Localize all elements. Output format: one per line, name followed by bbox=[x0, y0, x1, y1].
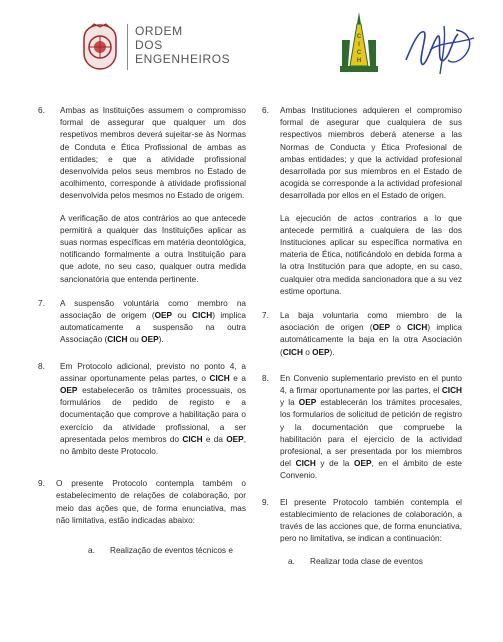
clause-6-es bbox=[264, 105, 462, 298]
handwritten-signature-icon bbox=[400, 20, 480, 78]
clause-paragraph: El presente Protocolo también contempla el establecimiento de relaciones de colaboración, a través de las acciones que, de forma enunciativa, pero no limitativa, se indican a continuación: bbox=[280, 497, 462, 544]
svg-text:C: C bbox=[356, 50, 362, 56]
clause-7-pt bbox=[38, 298, 247, 347]
ordem-engenheiros-emblem-icon bbox=[80, 23, 120, 71]
clause-paragraph: Ambas as Instituições assumem o compromisso formal de assegurar que qualquer um dos respetivos membros deverá sujeitar-se às Normas de Conduta e Ética Profissional de ambas as entidades; e que a atividade profissional desenvolvida pelos seus membros no Estado de acolhimento, corresponde à atividade profissional desenvolvida pelos mesmos no Estado de origem. bbox=[60, 106, 246, 201]
sub-item-a-es: a. Realizar toda clase de eventos bbox=[288, 556, 423, 566]
clause-8-es bbox=[264, 373, 462, 483]
svg-text:C: C bbox=[356, 34, 362, 40]
clause-number: 8. bbox=[262, 373, 269, 383]
cich-logo-icon bbox=[338, 10, 380, 74]
clause-paragraph: O presente Protocolo contempla também o estabelecimento de relações de colaboração, por meio das ações que, de forma enunciativa, mas não limitativa, estão indicadas abaixo: bbox=[56, 479, 246, 525]
clause-number: 9. bbox=[262, 497, 269, 507]
clause-9-pt bbox=[38, 478, 246, 557]
clause-number: 8. bbox=[38, 361, 45, 371]
org-name-line-1: ORDEM bbox=[135, 24, 183, 38]
org-name-line-2: DOS bbox=[135, 38, 163, 52]
clause-paragraph: Em Protocolo adicional, previsto no ponto 4, a assinar oportunamente pelas partes, o CICH e a OEP estabelecerão os trâmites processuais, os formulários de pedido de registo e a documentação que comprove a habilitação para o exercício da atividade profissional, a ser apresentada pelos membros do CICH e da OEP, no âmbito deste Protocolo. bbox=[60, 361, 246, 457]
clause-8-pt bbox=[38, 361, 246, 459]
org-name-line-3: ENGENHEIROS bbox=[135, 52, 231, 66]
svg-text:H: H bbox=[356, 58, 362, 64]
clause-paragraph: A verificação de atos contrários ao que antecede permitirá a qualquer das Instituições aplicar as suas normas específicas em matéria deontológica, notificando formalmente a outra Instituição para que adote, no seu caso, qualquer outra medida sancionatória que entenda pertinente. bbox=[60, 213, 246, 284]
header-divider bbox=[127, 24, 128, 70]
portuguese-column bbox=[38, 105, 247, 567]
clause-6-pt bbox=[38, 105, 246, 286]
clause-number: 7. bbox=[262, 311, 269, 321]
ordem-engenheiros-name bbox=[135, 24, 230, 66]
clause-paragraph: La ejecución de actos contrarios a lo que antecede permitirá a cualquiera de las dos Instituciones aplicar su específica normativa en materia de Ética, notificándolo en debida forma a la otra Institución para que adopte, en su caso, cualquier otra medida sancionadora que a su vez estime oportuna. bbox=[280, 213, 462, 296]
svg-text:I: I bbox=[358, 42, 360, 48]
clause-9-es bbox=[264, 497, 462, 568]
clause-number: 6. bbox=[38, 106, 45, 115]
clause-paragraph: En Convenio suplementario previsto en el punto 4, a firmar oportunamente por las partes, el CICH y la OEP establecerán los trámites procesales, los formularios de solicitud de petición de registro y la documentación que compruebe la habilitación para el ejercicio de la actividad profesional, a ser presentada por los miembros del CICH y de la OEP, en el ámbito de este Convenio. bbox=[280, 373, 462, 481]
spanish-column bbox=[264, 105, 462, 578]
clause-number: 6. bbox=[262, 106, 269, 115]
clause-paragraph: A suspensão voluntária como membro na associação de origem (OEP ou CICH) implica automaticamente a suspensão na outra Associação (CICH ou OEP). bbox=[60, 298, 247, 345]
document-header bbox=[0, 0, 503, 96]
clause-paragraph: La baja voluntaria como miembro de la asociación de origen (OEP o CICH) implica automáticamente la baja en la otra Asociación (CICH o OEP). bbox=[280, 311, 463, 357]
clause-paragraph: Ambas Instituciones adquieren el compromiso formal de asegurar que cualquiera de sus respectivos miembros deberá atenerse a las Normas de Conducta y Ética Profesional de ambas entidades; y que la actividad profesional desarrollada por sus miembros en el Estado de acogida se corresponde a la actividad profesional desarrollada por ellos en el Estado de origen. bbox=[280, 106, 462, 201]
clause-number: 9. bbox=[38, 479, 45, 489]
clause-7-es bbox=[264, 310, 462, 359]
clause-number: 7. bbox=[38, 298, 45, 308]
sub-item-a-pt: a. Realização de eventos técnicos e bbox=[88, 546, 233, 556]
